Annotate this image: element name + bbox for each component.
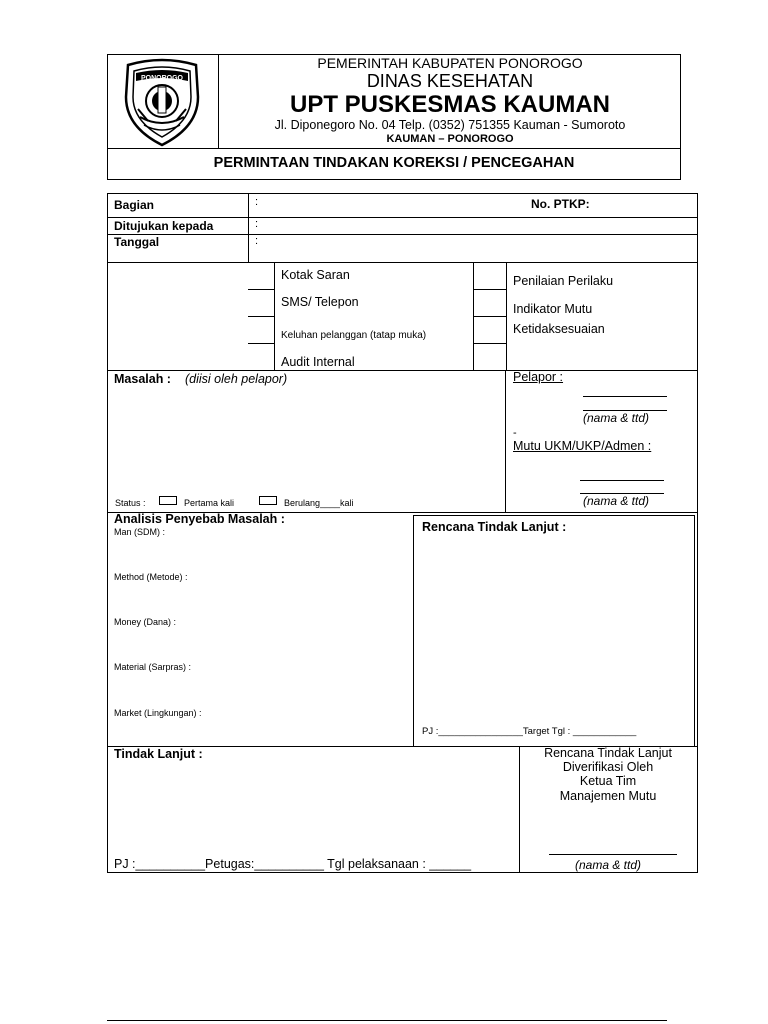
source-keluhan: Keluhan pelanggan (tatap muka) bbox=[281, 330, 427, 341]
row-line bbox=[107, 262, 698, 263]
masalah-hint: (diisi oleh pelapor) bbox=[185, 372, 288, 386]
checkbox-audit-internal[interactable] bbox=[249, 344, 274, 370]
page-bottom-rule bbox=[107, 1020, 667, 1021]
analisis-method: Method (Metode) : bbox=[114, 572, 188, 582]
government-name: PEMERINTAH KABUPATEN PONOROGO bbox=[317, 55, 583, 71]
no-ptkp-label: No. PTKP: bbox=[531, 197, 590, 211]
analisis-man-input[interactable] bbox=[112, 538, 407, 570]
ponorogo-coat-of-arms-logo bbox=[118, 57, 206, 147]
row-line bbox=[107, 217, 698, 218]
tanggal-label: Tanggal bbox=[114, 235, 160, 249]
analisis-material-input[interactable] bbox=[112, 674, 407, 706]
source-audit-internal: Audit Internal bbox=[281, 355, 355, 369]
mutu-label: Mutu UKM/UKP/Admen : bbox=[513, 439, 652, 453]
pelapor-label: Pelapor : bbox=[513, 370, 564, 384]
analisis-money-input[interactable] bbox=[112, 628, 407, 660]
masalah-input[interactable] bbox=[112, 390, 500, 490]
source-kotak-saran: Kotak Saran bbox=[281, 268, 350, 282]
pertama-kali-label: Pertama kali bbox=[184, 498, 235, 508]
checkbox-pertama-kali[interactable] bbox=[159, 496, 177, 505]
checkbox-kotak-saran[interactable] bbox=[249, 263, 274, 289]
rencana-input[interactable] bbox=[418, 538, 690, 718]
verif-line-2: Diverifikasi Oleh bbox=[562, 760, 654, 774]
institution-address: Jl. Diponegoro No. 04 Telp. (0352) 751355 Kauman - Sumoroto bbox=[274, 118, 626, 132]
tindak-input[interactable] bbox=[112, 764, 512, 852]
analisis-money: Money (Dana) : bbox=[114, 617, 177, 627]
status-label: Status : bbox=[115, 498, 146, 508]
grid-line bbox=[274, 262, 275, 370]
analisis-market-input[interactable] bbox=[112, 720, 407, 742]
bagian-colon: : bbox=[255, 196, 259, 208]
ditujukan-input[interactable] bbox=[262, 219, 692, 233]
section-line bbox=[107, 370, 698, 371]
source-ketidaksesuaian: Ketidaksesuaian bbox=[513, 322, 605, 336]
bagian-label: Bagian bbox=[114, 198, 155, 212]
grid-line bbox=[506, 262, 507, 370]
source-indikator-mutu: Indikator Mutu bbox=[513, 302, 593, 316]
pelapor-nama-ttd: (nama & ttd) bbox=[583, 411, 650, 425]
svg-text:PONOROGO: PONOROGO bbox=[140, 75, 184, 82]
tanggal-input[interactable] bbox=[262, 236, 692, 260]
form-title: PERMINTAAN TINDAKAN KOREKSI / PENCEGAHAN bbox=[213, 155, 575, 171]
analisis-market: Market (Lingkungan) : bbox=[114, 708, 202, 718]
row-line bbox=[107, 234, 698, 235]
checkbox-keluhan[interactable] bbox=[249, 317, 274, 343]
source-penilaian-perilaku: Penilaian Perilaku bbox=[513, 274, 614, 288]
mutu-nama-ttd: (nama & ttd) bbox=[583, 494, 650, 508]
verif-line-1: Rencana Tindak Lanjut bbox=[544, 746, 672, 760]
no-ptkp-input[interactable] bbox=[602, 195, 692, 215]
checkbox-berulang[interactable] bbox=[259, 496, 277, 505]
grid-line bbox=[473, 343, 506, 344]
checkbox-indikator-mutu[interactable] bbox=[474, 290, 506, 316]
header-logo-divider bbox=[218, 54, 219, 148]
masalah-divider bbox=[505, 370, 506, 512]
tindak-footer-line[interactable]: PJ :__________Petugas:__________ Tgl pelaksanaan : ______ bbox=[114, 857, 472, 871]
checkbox-penilaian-perilaku[interactable] bbox=[474, 263, 506, 289]
verif-signature-line[interactable] bbox=[549, 854, 677, 855]
rencana-pj-target[interactable]: PJ :________________Target Tgl : ____________ bbox=[422, 726, 637, 737]
masalah-label: Masalah : bbox=[114, 372, 171, 386]
institution-region: KAUMAN – PONOROGO bbox=[386, 133, 514, 145]
ditujukan-label: Ditujukan kepada bbox=[114, 219, 214, 233]
mutu-signature-line[interactable] bbox=[580, 480, 664, 481]
analisis-title: Analisis Penyebab Masalah : bbox=[114, 512, 285, 526]
bagian-input[interactable] bbox=[262, 195, 522, 215]
pelapor-signature-line[interactable] bbox=[583, 396, 667, 397]
institution-name: UPT PUSKESMAS KAUMAN bbox=[289, 91, 610, 118]
tindak-title: Tindak Lanjut : bbox=[114, 747, 203, 761]
department-name: DINAS KESEHATAN bbox=[366, 71, 534, 91]
ditujukan-colon: : bbox=[255, 218, 259, 230]
tanggal-colon: : bbox=[255, 235, 259, 247]
verif-line-3: Ketua Tim bbox=[579, 774, 637, 788]
analisis-material: Material (Sarpras) : bbox=[114, 662, 192, 672]
verif-line-4: Manajemen Mutu bbox=[559, 789, 657, 803]
berulang-label: Berulang____kali bbox=[284, 498, 354, 508]
fields-divider bbox=[248, 193, 249, 263]
analisis-man: Man (SDM) : bbox=[114, 527, 166, 537]
mutu-dash: - bbox=[513, 427, 517, 439]
verif-nama-ttd: (nama & ttd) bbox=[574, 858, 642, 872]
rencana-title: Rencana Tindak Lanjut : bbox=[422, 520, 567, 534]
header-divider bbox=[107, 148, 681, 149]
source-sms-telepon: SMS/ Telepon bbox=[281, 295, 359, 309]
checkbox-sms-telepon[interactable] bbox=[249, 290, 274, 316]
analisis-method-input[interactable] bbox=[112, 584, 407, 616]
checkbox-ketidaksesuaian[interactable] bbox=[474, 317, 506, 343]
